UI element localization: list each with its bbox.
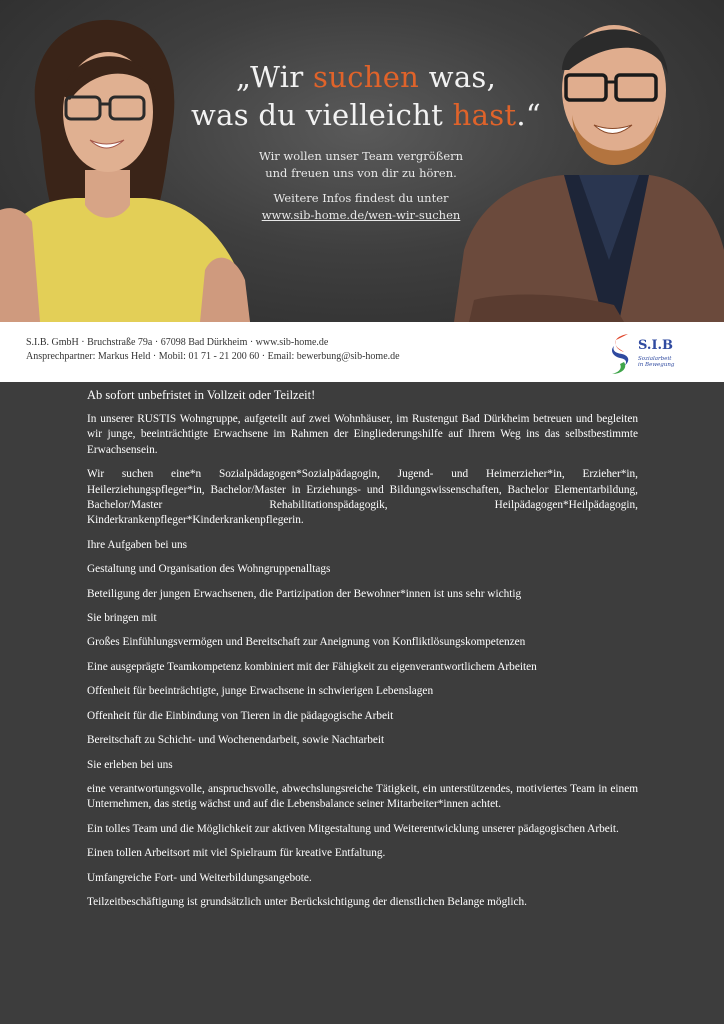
logo-name: S.I.B	[638, 338, 674, 353]
offer-item: eine verantwortungsvolle, anspruchsvolle, abwechslungsreiche Tätigkeit, ein unterstützendes, motiviertes Team in einem Unternehmen, das stetig wächst und auf die Lebensbalance seiner Mitarbeiter*innen achtet.	[87, 782, 638, 811]
hero-banner	[0, 0, 724, 322]
requirement-item: Bereitschaft zu Schicht- und Wochenendarbeit, sowie Nachtarbeit	[87, 734, 385, 747]
headline-line-1: „Wir suchen was,	[235, 60, 497, 94]
hero-subtitle	[230, 148, 492, 182]
task-item: Beteiligung der jungen Erwachsenen, die Partizipation der Bewohner*innen ist uns sehr wichtig	[87, 587, 522, 600]
offer-item: Umfangreiche Fort- und Weiterbildungsangebote.	[87, 871, 312, 884]
woman-portrait	[0, 0, 250, 322]
contact-person: Ansprechpartner: Markus Held · Mobil: 01 71 - 21 200 60 · Email: bewerbung@sib-home.de	[26, 351, 400, 362]
subtitle-line-2: und freuen uns von dir zu hören.	[265, 166, 457, 180]
sib-logo-icon	[608, 332, 634, 376]
headline-accent-word: suchen	[313, 60, 420, 94]
requirement-item: Offenheit für beeinträchtigte, junge Erwachsene in schwierigen Lebenslagen	[87, 685, 434, 698]
offer-item: Ein tolles Team und die Möglichkeit zur aktiven Mitgestaltung und Weiterentwicklung unserer pädagogischen Arbeit.	[87, 822, 619, 835]
logo-tagline: Sozialarbeit in Bewegung	[638, 356, 675, 368]
contact-bar	[0, 322, 724, 382]
job-description	[87, 387, 638, 910]
tasks-heading: Ihre Aufgaben bei uns	[87, 538, 188, 551]
offer-item: Teilzeitbeschäftigung ist grundsätzlich unter Berücksichtigung der dienstlichen Belange möglich.	[87, 895, 527, 908]
subtitle-line-1: Wir wollen unser Team vergrößern	[258, 149, 464, 163]
headline-accent-word: hast	[452, 98, 517, 132]
requirement-item: Offenheit für die Einbindung von Tieren in die pädagogische Arbeit	[87, 709, 394, 722]
requirement-item: Eine ausgeprägte Teamkompetenz kombiniert mit der Fähigkeit zu eigenverantwortlichem Arbeiten	[87, 660, 537, 673]
intro-line: Ab sofort unbefristet in Vollzeit oder Teilzeit!	[87, 388, 316, 402]
headline	[186, 58, 546, 134]
info-text: Weitere Infos findest du unter	[273, 191, 449, 205]
requirements-heading: Sie bringen mit	[87, 612, 157, 625]
info-link[interactable]: www.sib-home.de/wen-wir-suchen	[261, 208, 461, 222]
contact-details	[26, 336, 400, 364]
offer-item: Einen tollen Arbeitsort mit viel Spielraum für kreative Entfaltung.	[87, 847, 386, 860]
offers-heading: Sie erleben bei uns	[87, 758, 173, 771]
task-item: Gestaltung und Organisation des Wohngruppenalltags	[87, 563, 331, 576]
man-portrait	[454, 0, 724, 322]
positions-paragraph: Wir suchen eine*n Sozialpädagogen*Sozialpädagogin, Jugend- und Heimerzieher*in, Erzieher*in, Heilerziehungspfleger*in, Bachelor/Master in Erziehungs- und Bildungswissenschaften, Bachelor Elementarbildung, Bachelor/Master Rehabilitationspädagogik, Heilpädagogen*Heilpädagogin, Kinderkrankenpfleger*Kinderkrankenpflegerin.	[87, 468, 638, 527]
contact-address: S.I.B. GmbH · Bruchstraße 79a · 67098 Bad Dürkheim · www.sib-home.de	[26, 337, 329, 348]
hero-info	[230, 190, 492, 224]
sib-logo	[608, 332, 688, 376]
requirement-item: Großes Einfühlungsvermögen und Bereitschaft zur Aneignung von Konfliktlösungskompetenzen	[87, 636, 526, 649]
headline-line-2: was du vielleicht hast.“	[190, 98, 542, 132]
description-paragraph: In unserer RUSTIS Wohngruppe, aufgeteilt auf zwei Wohnhäuser, im Rustengut Bad Dürkheim betreuen und begleiten wir junge, beeinträchtigte Erwachsene im Rahmen der Eingliederungshilfe auf Ihrem Weg ins das selbstbestimmte Erwachsensein.	[87, 413, 638, 456]
